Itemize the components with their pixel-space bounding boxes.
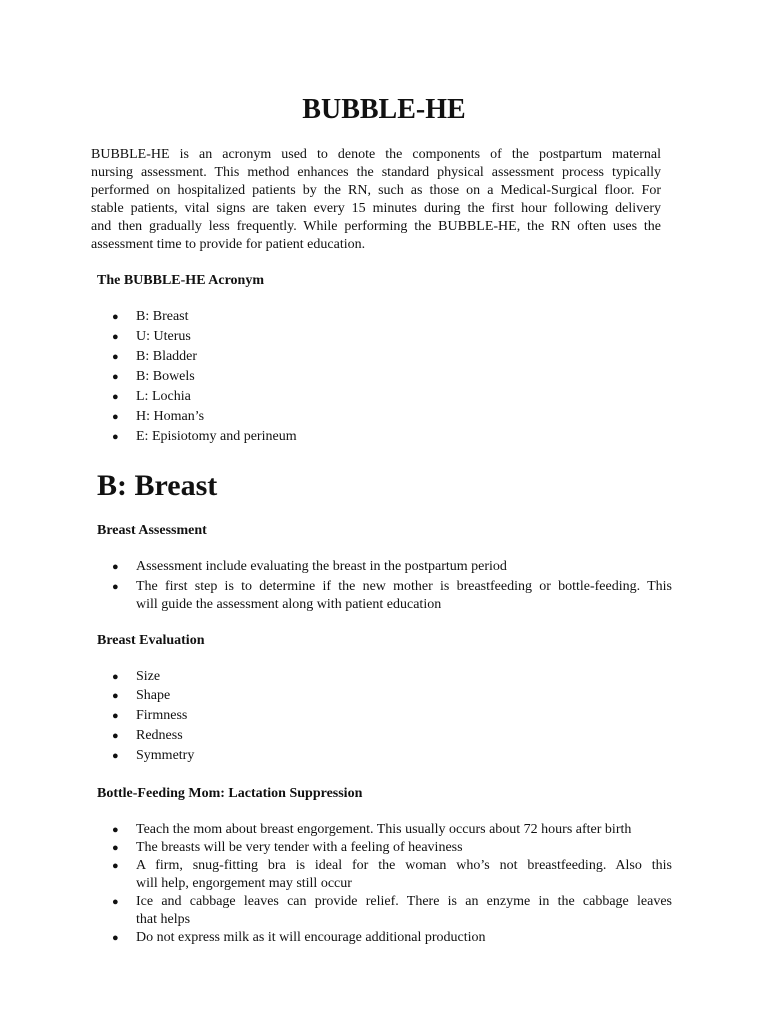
bullet-icon: ● <box>112 710 119 722</box>
list-item <box>97 687 672 707</box>
list-item <box>97 821 672 839</box>
bullet-icon: ● <box>112 431 119 443</box>
bullet-icon: ● <box>112 561 119 573</box>
list-item <box>97 408 672 428</box>
breast-evaluation-list <box>97 668 672 767</box>
list-item-text: Symmetry <box>136 748 195 763</box>
list-item <box>97 308 672 328</box>
bullet-icon: ● <box>112 842 119 854</box>
document-title: BUBBLE-HE <box>302 94 466 125</box>
list-item-text: that helps <box>136 912 191 927</box>
intro-line: and then gradually less frequently. While performing the BUBBLE-HE, the RN often uses the <box>91 219 661 234</box>
intro-line: assessment time to provide for patient education. <box>91 237 366 252</box>
list-item-text: The breasts will be very tender with a feeling of heaviness <box>136 840 463 855</box>
acronym-list <box>97 308 672 448</box>
list-item-text: E: Episiotomy and perineum <box>136 429 297 444</box>
list-item-text: will help, engorgement may still occur <box>136 876 352 891</box>
list-item-text: Shape <box>136 688 171 703</box>
bullet-icon: ● <box>112 896 119 908</box>
bullet-icon: ● <box>112 411 119 423</box>
list-item <box>97 558 672 578</box>
list-item <box>97 328 672 348</box>
list-item-text: Do not express milk as it will encourage additional production <box>136 930 486 945</box>
bullet-icon: ● <box>112 391 119 403</box>
bullet-icon: ● <box>112 690 119 702</box>
list-item <box>97 727 672 747</box>
list-item-text: The first step is to determine if the new mother is breastfeeding or bottle-feeding. This <box>136 579 672 594</box>
list-item-text: Redness <box>136 728 183 743</box>
bullet-icon: ● <box>112 331 119 343</box>
list-item <box>97 707 672 727</box>
list-item <box>97 368 672 388</box>
bullet-icon: ● <box>112 932 119 944</box>
list-item-text: B: Breast <box>136 309 189 324</box>
list-item-text: Assessment include evaluating the breast in the postpartum period <box>136 559 507 574</box>
list-item-text: U: Uterus <box>136 329 191 344</box>
list-item-text: H: Homan’s <box>136 409 205 424</box>
list-item-text: Firmness <box>136 708 188 723</box>
list-item-text: B: Bowels <box>136 369 195 384</box>
intro-line: stable patients, vital signs are taken every 15 minutes during the first hour following delivery <box>91 201 661 216</box>
list-item-text: A firm, snug-fitting bra is ideal for the woman who’s not breastfeeding. Also this <box>136 858 672 873</box>
list-item-text: Teach the mom about breast engorgement. This usually occurs about 72 hours after birth <box>136 822 632 837</box>
list-item-text: L: Lochia <box>136 389 191 404</box>
bottle-feeding-heading: Bottle-Feeding Mom: Lactation Suppression <box>97 786 363 801</box>
breast-assessment-list <box>97 558 672 614</box>
list-item <box>97 747 672 767</box>
bottle-feeding-list <box>97 821 672 947</box>
bullet-icon: ● <box>112 860 119 872</box>
list-item-text: Ice and cabbage leaves can provide relief. There is an enzyme in the cabbage leaves <box>136 894 672 909</box>
bullet-icon: ● <box>112 750 119 762</box>
breast-section-heading: B: Breast <box>97 469 218 502</box>
breast-assessment-heading: Breast Assessment <box>97 523 207 538</box>
list-item <box>97 668 672 687</box>
bullet-icon: ● <box>112 730 119 742</box>
intro-line: nursing assessment. This method enhances the standard physical assessment process typically <box>91 165 661 180</box>
bullet-icon: ● <box>112 671 119 683</box>
bullet-icon: ● <box>112 311 119 323</box>
intro-line: performed on hospitalized patients by the RN, such as those on a Medical-Surgical floor. For <box>91 183 661 198</box>
list-item-text: will guide the assessment along with patient education <box>136 597 442 612</box>
list-item <box>97 428 672 448</box>
list-item-text: B: Bladder <box>136 349 198 364</box>
acronym-heading: The BUBBLE-HE Acronym <box>97 273 264 288</box>
breast-evaluation-heading: Breast Evaluation <box>97 633 205 648</box>
list-item <box>97 893 672 929</box>
list-item <box>97 839 672 857</box>
list-item <box>97 929 672 947</box>
intro-line: BUBBLE-HE is an acronym used to denote the components of the postpartum maternal <box>91 147 661 162</box>
bullet-icon: ● <box>112 371 119 383</box>
intro-paragraph <box>91 146 661 254</box>
bullet-icon: ● <box>112 351 119 363</box>
bullet-icon: ● <box>112 824 119 836</box>
list-item <box>97 348 672 368</box>
bullet-icon: ● <box>112 581 119 593</box>
list-item <box>97 578 672 614</box>
list-item <box>97 857 672 893</box>
list-item <box>97 388 672 408</box>
list-item-text: Size <box>136 669 161 684</box>
